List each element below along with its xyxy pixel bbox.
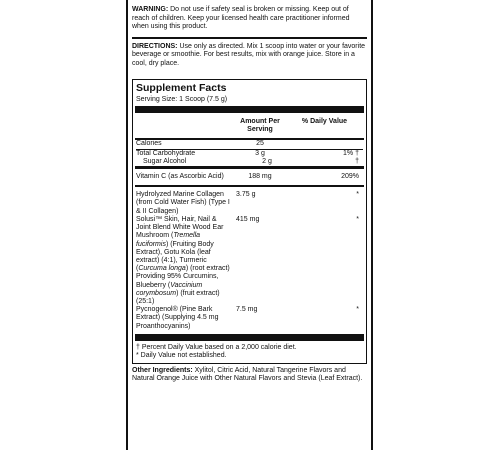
serving-size: Serving Size: 1 Scoop (7.5 g) [136, 95, 228, 103]
other-ingredients-text: Xylitol, Citric Acid, Natural Tangerine Flavors and Natural Orange Juice with Other Natural Flavors and Stevia (Leaf Extract). [132, 366, 363, 383]
directions-text: Use only as directed. Mix 1 scoop into water or your favorite beverage or smoothie. For best results, mix with orange juice. Store in a cool, dry place. [132, 42, 366, 67]
thick-rule [135, 334, 364, 341]
row-dv: * [356, 215, 359, 223]
row-amount: 3.75 g [236, 191, 256, 199]
table-row [136, 306, 363, 331]
header-amount: Amount Per Serving [240, 117, 280, 133]
footnote-2: * Daily Value not established. [136, 352, 227, 360]
table-row [136, 187, 363, 216]
row-name-part: ) (Fruiting Body Extract), Gotu Kola (leaf extract) (4:1), Turmeric ( [136, 240, 214, 273]
row-name-part: Solusi™ Skin, Hair, Nail & Joint Blend White Wood Ear Mushroom ( [136, 215, 224, 240]
thick-rule [135, 106, 364, 113]
supplement-facts-box [132, 79, 367, 364]
table-row [136, 169, 363, 181]
facts-header-row [136, 113, 363, 138]
row-dv: * [356, 191, 359, 199]
warning-text: Do not use if safety seal is broken or missing. Keep out of reach of children. Keep your licensed health care practitioner informed when using this product. [132, 6, 350, 31]
table-row [136, 216, 363, 306]
row-amount: 188 mg [248, 172, 272, 180]
header-daily-value: % Daily Value [301, 117, 348, 125]
row-dv: * [356, 306, 359, 314]
row-name: Vitamin C (as Ascorbic Acid) [136, 172, 224, 180]
row-amount: 2 g [262, 157, 272, 165]
row-name: Sugar Alcohol [143, 157, 187, 165]
facts-title: Supplement Facts [136, 81, 227, 94]
section-divider [132, 37, 367, 39]
table-row [136, 158, 363, 166]
table-row [136, 150, 363, 158]
row-name: Pycnogenol® (Pine Bark Extract) (Supplying 4.5 mg Proanthocyanins) [136, 306, 219, 330]
warning-paragraph [132, 6, 367, 32]
other-ingredients-paragraph [132, 367, 367, 384]
row-name: Hydrolyzed Marine Collagen (from Cold Water Fish) (Type I & II Collagen) [136, 191, 230, 215]
row-dv: † [355, 157, 359, 165]
row-name: Calories [136, 140, 162, 148]
directions-label: DIRECTIONS: [132, 42, 178, 50]
row-amount: 3 g [255, 149, 265, 157]
table-row [136, 140, 363, 148]
supplement-label-panel [126, 0, 373, 450]
row-amount: 7.5 mg [236, 306, 258, 314]
row-name-part: ) (root extract) Providing 95% Curcumins, Blueberry ( [136, 265, 230, 289]
footnote-1: † Percent Daily Value based on a 2,000 calorie diet. [136, 343, 297, 351]
other-ingredients-label: Other Ingredients: [132, 366, 193, 374]
warning-label: WARNING: [132, 6, 169, 13]
row-name-italic: Vaccinium corymbosum [136, 281, 203, 297]
row-amount: 25 [256, 140, 264, 148]
row-name [136, 216, 230, 306]
row-dv: 1% † [343, 149, 359, 157]
row-amount: 415 mg [236, 215, 260, 223]
row-name-part: ) (fruit extract) (25:1) [136, 289, 220, 305]
row-name-italic: Curcuma longa [138, 265, 186, 273]
row-name: Total Carbohydrate [136, 149, 196, 157]
row-name-italic: Tremella fuciformis [136, 232, 201, 248]
row-dv: 209% [341, 172, 359, 180]
directions-paragraph [132, 43, 367, 69]
